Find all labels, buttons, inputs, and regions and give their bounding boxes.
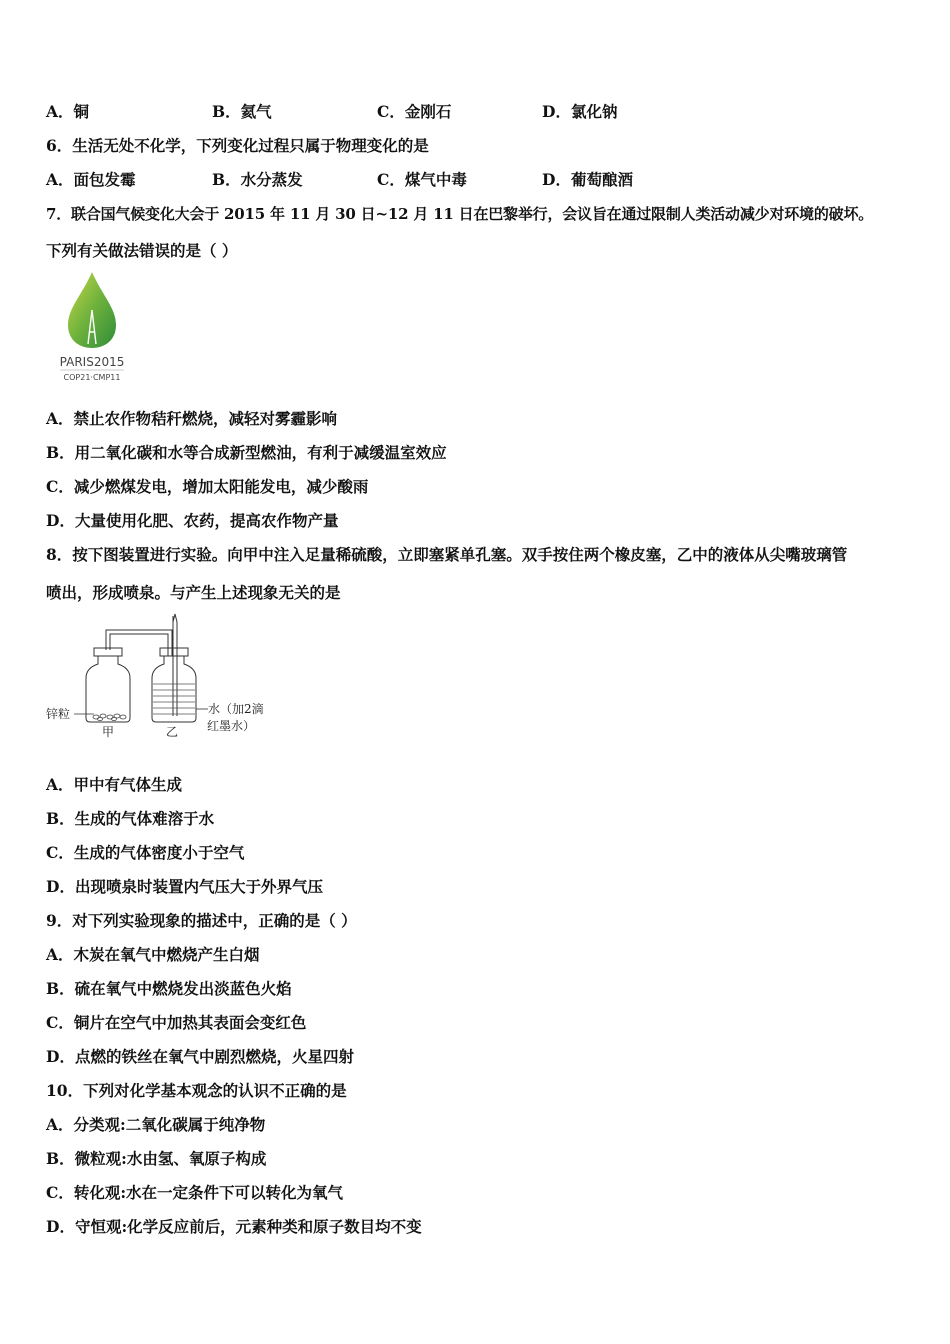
jar-yi bbox=[152, 656, 196, 722]
label-water-1: 水（加2滴 bbox=[208, 702, 264, 716]
fountain-apparatus-diagram bbox=[44, 612, 284, 742]
q6-option-d: D．葡萄酿酒 bbox=[542, 170, 633, 189]
q6-option-c: C．煤气中毒 bbox=[377, 170, 467, 189]
q10-stem: 10．下列对化学基本观念的认识不正确的是 bbox=[46, 1081, 347, 1100]
q6-options bbox=[46, 170, 746, 190]
jar-jia bbox=[86, 656, 130, 722]
q9-option-b: B．硫在氧气中燃烧发出淡蓝色火焰 bbox=[46, 979, 292, 998]
q5-options bbox=[46, 102, 746, 122]
q7-option-d: D．大量使用化肥、农药，提高农作物产量 bbox=[46, 511, 339, 530]
q8-stem-line2: 喷出，形成喷泉。与产生上述现象无关的是 bbox=[46, 583, 341, 602]
q8-option-a: A．甲中有气体生成 bbox=[46, 775, 183, 794]
q8-option-c: C．生成的气体密度小于空气 bbox=[46, 843, 245, 862]
q9-option-a: A．木炭在氧气中燃烧产生白烟 bbox=[46, 945, 260, 964]
q5-option-c: C．金刚石 bbox=[377, 102, 452, 121]
q7-option-a: A．禁止农作物秸秆燃烧，减轻对雾霾影响 bbox=[46, 409, 338, 428]
q8-option-d: D．出现喷泉时装置内气压大于外界气压 bbox=[46, 877, 323, 896]
label-jia: 甲 bbox=[102, 725, 115, 739]
q7-option-c: C．减少燃煤发电，增加太阳能发电，减少酸雨 bbox=[46, 477, 369, 496]
label-yi: 乙 bbox=[166, 725, 179, 739]
q9-option-d: D．点燃的铁丝在氧气中剧烈燃烧，火星四射 bbox=[46, 1047, 354, 1066]
q10-option-d: D．守恒观:化学反应前后，元素种类和原子数目均不变 bbox=[46, 1217, 422, 1236]
q5-option-d: D．氯化钠 bbox=[542, 102, 618, 121]
q7-stem-line2: 下列有关做法错误的是（ ） bbox=[46, 241, 238, 260]
label-water-2: 红墨水） bbox=[207, 719, 256, 733]
q5-option-b: B．氦气 bbox=[212, 102, 272, 121]
q7-stem-line1: 7．联合国气候变化大会于 2015 年 11 月 30 日~12 月 11 日在巴黎举行，会议旨在通过限制人类活动减少对环境的破坏。 bbox=[46, 205, 874, 223]
q6-option-b: B．水分蒸发 bbox=[212, 170, 303, 189]
q7-option-b: B．用二氧化碳和水等合成新型燃油，有利于减缓温室效应 bbox=[46, 443, 447, 462]
q9-option-c: C．铜片在空气中加热其表面会变红色 bbox=[46, 1013, 307, 1032]
q9-stem: 9．对下列实验现象的描述中，正确的是（ ） bbox=[46, 911, 357, 930]
q6-option-a: A．面包发霉 bbox=[46, 170, 136, 189]
q5-option-a: A．铜 bbox=[46, 102, 90, 121]
q10-option-b: B．微粒观:水由氢、氧原子构成 bbox=[46, 1149, 267, 1168]
q8-option-b: B．生成的气体难溶于水 bbox=[46, 809, 215, 828]
q8-stem-line1: 8．按下图装置进行实验。向甲中注入足量稀硫酸，立即塞紧单孔塞。双手按住两个橡皮塞，乙中的液体从尖嘴玻璃管 bbox=[46, 545, 848, 564]
q6-stem: 6．生活无处不化学，下列变化过程只属于物理变化的是 bbox=[46, 136, 429, 155]
q10-option-a: A．分类观:二氧化碳属于纯净物 bbox=[46, 1115, 266, 1134]
logo-text-paris: PARIS2015 bbox=[59, 355, 125, 369]
paris2015-logo bbox=[52, 270, 132, 385]
q10-option-c: C．转化观:水在一定条件下可以转化为氧气 bbox=[46, 1183, 344, 1202]
label-zinc: 锌粒 bbox=[46, 707, 71, 721]
logo-text-cop: COP21·CMP11 bbox=[63, 373, 121, 382]
